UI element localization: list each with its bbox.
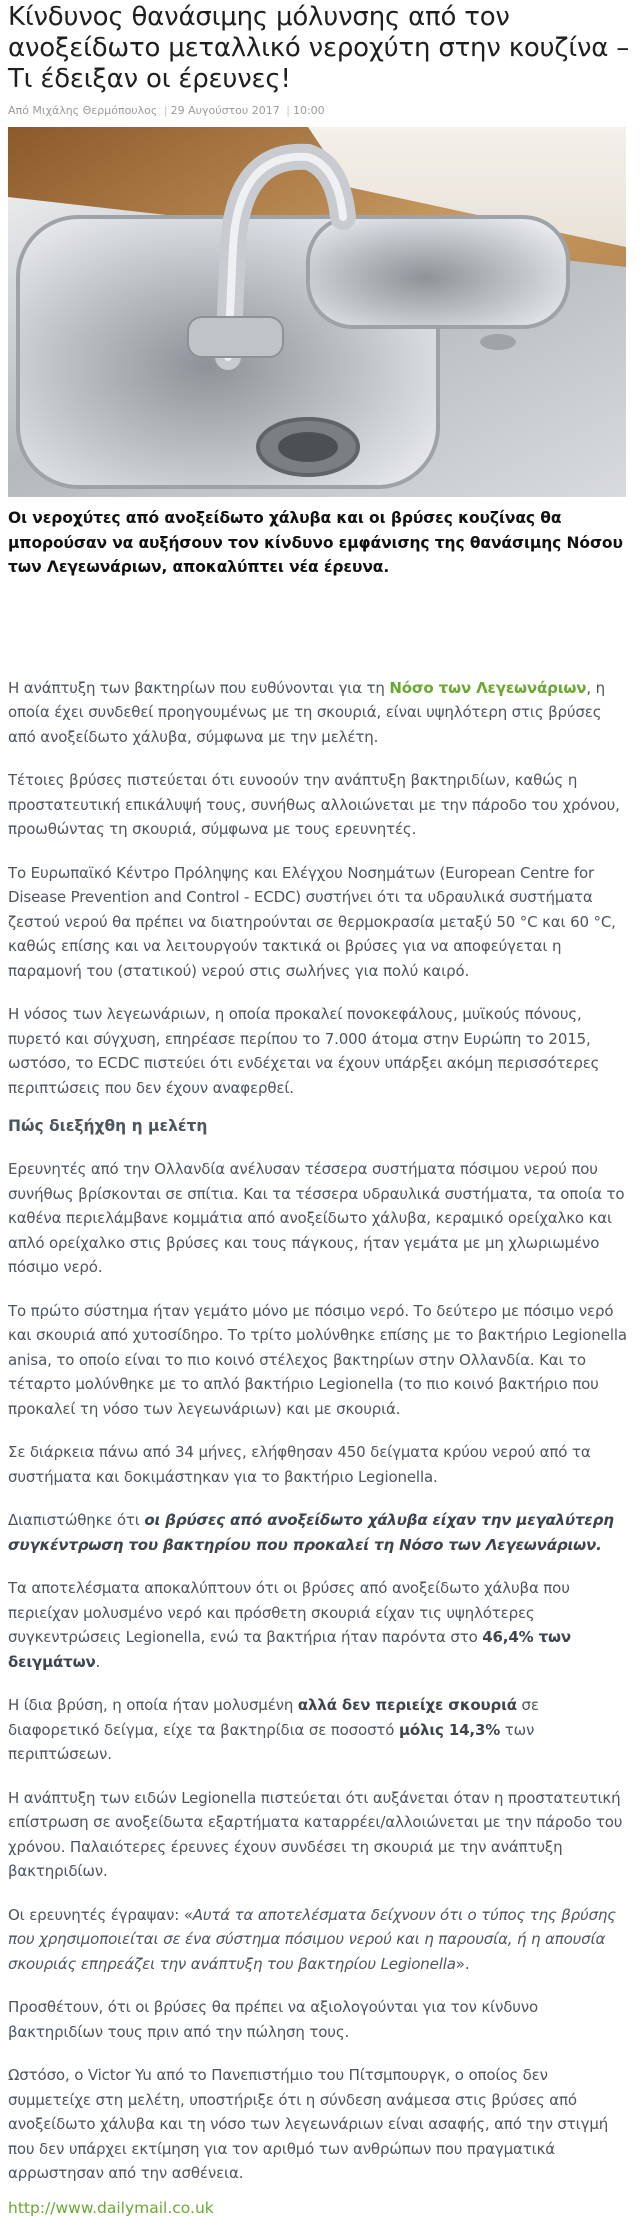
source-link[interactable]: http://www.dailymail.co.uk (8, 2198, 214, 2217)
text: σε διαφορετικό δείγμα, είχε τα βακτηρίδια σε ποσοστό (8, 1696, 539, 1739)
paragraph (8, 1693, 633, 1767)
article-meta (8, 104, 633, 118)
section-heading: Πώς διεξήχθη η μελέτη (8, 1117, 208, 1135)
article-date: 29 Αυγούστου 2017 (170, 104, 280, 117)
text: των περιπτώσεων. (8, 1720, 535, 1763)
paragraph (8, 1508, 633, 1557)
paragraph: Το πρώτο σύστημα ήταν γεμάτο μόνο με πόσιμο νερό. Το δεύτερο με πόσιμο νερό και σκουριά από χυτοσίδηρο. Το τρίτο μολύνθηκε επίσης με το βακτήριο Legionella anisa, το οποίο είναι το πιο κοινό στέλεχος βακτηρίων στην Ολλανδία. Και το τέταρτο μολύνθηκε με το απλό βακτήριο Legionella (το πιο κοινό βακτήριο που προκαλεί τη νόσο των λεγεωνάριων) και με σκουριά. (8, 1301, 627, 1418)
bold-text: μόλις 14,3% (398, 1720, 501, 1739)
article-lead: Οι νεροχύτες από ανοξείδωτο χάλυβα και οι βρύσες κουζίνας θα μπορούσαν να αυξήσουν τον κίνδυνο εμφάνισης της θανάσιμης Νόσου των Λεγεωνάριων, αποκαλύπτει νέα έρευνα. (8, 509, 623, 576)
paragraph: Το Ευρωπαϊκό Κέντρο Πρόληψης και Ελέγχου Νοσημάτων (European Centre for Disease Prevention and Control - ECDC) συστήνει ότι τα υδραυλικά συστήματα ζεστού νερού θα πρέπει να διατηρούνται σε θερμοκρασία μεταξύ 50 °C και 60 °C, καθώς επίσης και να λειτουργούν τακτικά οι βρύσες για να αποφεύγεται η παραμονή του (στατικού) νερού στις σωλήνες για πολύ καιρό. (8, 863, 616, 980)
stainless-steel-sink-image (8, 127, 626, 497)
paragraph: Η ανάπτυξη των ειδών Legionella πιστεύεται ότι αυξάνεται όταν η προστατευτική επίστρωση σε ανοξείδωτα εξαρτήματα καταρρέει/αλλοιώνεται με την πάροδο του χρόνου. Παλαιότερες έρευνες έχουν συνδέσει τη σκουριά με την ανάπτυξη βακτηριδίων. (8, 1788, 623, 1880)
article-title: Κίνδυνος θανάσιμης μόλυνσης από τον ανοξείδωτο μεταλλικό νεροχύτη στην κουζίνα – Τι έδειξαν οι έρευνες! (8, 2, 630, 94)
paragraph: Η νόσος των λεγεωνάριων, η οποία προκαλεί πονοκεφάλους, μυϊκούς πόνους, πυρετό και σύγχυση, επηρέασε περίπου το 7.000 άτομα στην Ευρώπη το 2015, ωστόσο, το ECDC πιστεύει ότι ενδέχεται να έχουν υπάρξει ακόμη περισσότερες περιπτώσεις που δεν έχουν αναφερθεί. (8, 1005, 600, 1097)
paragraph: Τέτοιες βρύσες πιστεύεται ότι ευνοούν την ανάπτυξη βακτηριδίων, καθώς η προστατευτική επικάλυψή τους, συνήθως αλλοιώνεται με την πάροδο του χρόνου, προωθώντας τη σκουριά, σύμφωνα με τους ερευνητές. (8, 771, 620, 838)
quote: Αυτά τα αποτελέσματα δείχνουν ότι ο τύπος της βρύσης που χρησιμοποιείται σε ένα σύστημα πόσιμου νερού και η παρουσία, ή η απουσία σκουριάς επηρεάζει την ανάπτυξη του βακτηρίου Legionella (8, 1905, 616, 1973)
text: ». (455, 1954, 470, 1973)
article-time: 10:00 (292, 104, 325, 117)
paragraph: Σε διάρκεια πάνω από 34 μήνες, ελήφθησαν 450 δείγματα κρύου νερού από τα συστήματα και δοκιμάστηκαν για το βακτήριο Legionella. (8, 1443, 591, 1486)
text: Η ανάπτυξη των βακτηρίων που ευθύνονται για τη (8, 678, 390, 697)
article-body (8, 676, 633, 2217)
text: . (95, 1652, 101, 1671)
author-link[interactable]: Από Μιχάλης Θερμόπουλος (8, 104, 158, 117)
paragraph: Ωστόσο, ο Victor Yu από το Πανεπιστήμιο του Πίτσμπουργκ, ο οποίος δεν συμμετείχε στη μελέτη, υποστήριξε ότι η σύνδεση ανάμεσα στις βρύσες από ανοξείδωτο χάλυβα και τη νόσο των λεγεωνάριων είναι ασαφής, από την στιγμή που δεν υπάρχει εκτίμηση για τον αριθμό των ανθρώπων που πραγματικά αρρωστησαν από την ασθένεια. (8, 2066, 609, 2182)
meta-separator: | (286, 104, 290, 117)
bold-text: 46,4% των δειγμάτων (8, 1628, 571, 1671)
meta-separator: | (163, 104, 168, 117)
legionnaires-link[interactable]: Νόσο των Λεγεωνάριων (389, 678, 587, 697)
text: Διαπιστώθηκε ότι (8, 1511, 145, 1529)
paragraph: Ερευνητές από την Ολλανδία ανέλυσαν τέσσερα συστήματα πόσιμου νερού που συνήθως βρίσκονται σε σπίτια. Και τα τέσσερα υδραυλικά συστήματα, τα οποία το καθένα περιελάμβανε κομμάτια από ανοξείδωτο χάλυβα, κεραμικό ορείχαλκο και απλό ορείχαλκο στις βρύσες και τους πάγκους, ήταν γεμάτα με μη χλωριωμένο πόσιμο νερό. (8, 1160, 625, 1276)
paragraph: Προσθέτουν, ότι οι βρύσες θα πρέπει να αξιολογούνται για τον κίνδυνο βακτηριδίων τους πριν από την πώληση τους. (8, 1998, 539, 2041)
emphasis: οι βρύσες από ανοξείδωτο χάλυβα είχαν την μεγαλύτερη συγκέντρωση του βακτηρίου που προκαλεί τη Νόσο των Λεγεωνάριων. (8, 1511, 614, 1554)
text: , η οποία έχει συνδεθεί προηγουμένως με τη σκουριά, είναι υψηλότερη στις βρύσες από ανοξείδωτο χάλυβα, σύμφωνα με την μελέτη. (8, 678, 605, 746)
sink-illustration (8, 127, 626, 497)
bold-text: αλλά δεν περιείχε σκουριά (297, 1696, 517, 1714)
text: Οι ερευνητές έγραψαν: « (8, 1905, 193, 1924)
paragraph (8, 1576, 633, 1674)
text: Τα αποτελέσματα αποκαλύπτουν ότι οι βρύσες από ανοξείδωτο χάλυβα που περιείχαν μολυσμένο νερό και πρόσθετη σκουριά είχαν τις υψηλότερες συγκεντρώσεις Legionella, ενώ τα βακτήρια ήταν παρόντα στο (8, 1579, 570, 1646)
text: Η ίδια βρύση, η οποία ήταν μολυσμένη (8, 1696, 298, 1714)
paragraph (8, 1903, 633, 1977)
paragraph (8, 676, 633, 750)
